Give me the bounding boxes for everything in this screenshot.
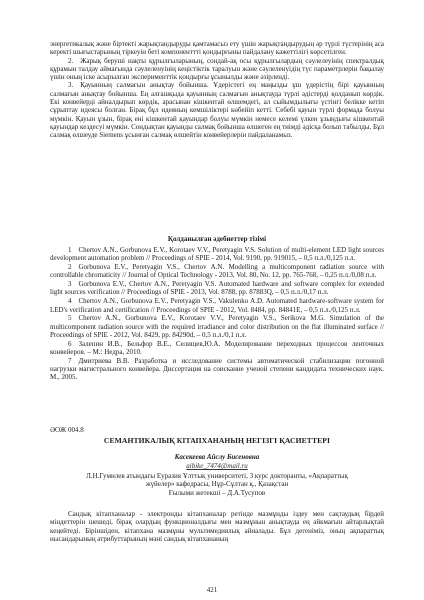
reference-item: 7 Дмитриева В.В. Разработка и исследование системы автоматической стабилизации погонной нагрузки магистрального конвейера. Диссертация на соискание ученой степени кандидата технических наук. М., 2005. [50,356,384,382]
reference-item: 6 Залепин И.В., Бельфор В.Е., Селищев,Ю.А. Моделирование переходных процессов ленточных конвейеров. – М.: Недра, 2010. [50,339,384,357]
paragraph: Сандық кітапханалар - электронды кітапханалар ретінде мазмұнды іздеу мен сақтаудың бірдей міндеттерін шешеді, бірақ олардың функционалдығы мен мазмұнын анықтауда ең әйкмағын айтарлықтай кеңейтеді. Біріншіден, кітапхана мазмұны мультимедиялық айналады. Бұл дегеніміз, оның ақпараттық нысандарының атрибуттарының мәні сандық кітапхананың [50,510,384,543]
paragraph: энергетикалық және біртекті жарықтандыруды қамтамасыз ету үшін жарықтандырудың әр түрлі түстерінің аса керекті шығыстарының тіркеуін беті компоненттті қондырғыны пайдалану кажеттілігі көрсетілген. [50,40,384,57]
paragraph: 3. Қауынның салмағын анықтау бойынша. Ұдерістегі ең маңызды ұш үдерістің бірі қауынның салмағын анықтау бойынша. Ең алғашқыда қауынның салмағын анықтауда түрлі әдістерді қолданып көрдік. Екі конвейерді айналдырып көрдік, арасынан кішкентай өлшемдегі, ал сыйымдылығы үстінгі белікке кетіп сұрыптау идеясы болған. Бірақ бұл идеяның кемшіліктері көбейіп кетті. Себебі қауын түрлі формада болуы мүмкін. Қауын ұзын, бірақ ені кішкентай қауындар болуы мүмкін немесе келемі үлкен ұзындығы кішкентай қауындар кездесуі мүмкін. Сондықтан қауынды салмақ бойынша өлшеген ең тиімді әдісқа болып табылды. Бұл салмақ өлшеуде Siemens ұсынған салмақ өлшейтін конвейерлерін пайдаланамыз. [50,81,384,140]
reference-item: 2 Gorbunova E.V., Peretyagin V.S., Chertov A.N. Modelling a multicomponent radiation source with controllable chromaticity // Journal of Optical Technology - 2013, Vol. 80, No. 12, pp. 765-768, – 0,25 п.л./0,08 п.л. [50,263,384,280]
article-title: СЕМАНТИКАЛЫҚ КІТАПХАНАНЫҢ НЕГІЗГІ ҚАСИЕТТЕРІ [103,436,331,445]
body-section [50,510,384,543]
references-heading: Қолданылған әдебиеттер тізімі [167,235,267,243]
references-list [50,246,384,382]
reference-item: 5 Chertov A.N., Gorbunova E.V., Korotaev V.V., Peretyagin V.S., Serikova M.G. Simulation of the multicomponent radiation source with the required irradiance and color distribution on the flat illuminated surface // Proceedings of SPIE - 2012, Vol. 8429, pp. 84290d, – 0,5 п.л./0,1 п.л. [50,314,384,339]
reference-item: 3 Gorbunova E.V., Chertov A.N., Peretyagin V.S. Automated hardware and software complex for extended light sources verification // Proceedings of SPIE - 2013, Vol. 8788, pp. 87883Q, – 0,5 п.л./0,17 п.л. [50,280,384,297]
affiliation-line: жүйелер» кафедрасы, Нұр-Сұлтан қ., Қазақстан [145,480,289,489]
supervisor-line: Ғылыми жетекші – Д.А.Тусупов [168,488,266,497]
page-number: 421 [206,586,218,594]
author-email[interactable]: aibike_7474@mail.ru [186,462,248,470]
affiliation-line: Л.Н.Гумилев атындағы Еуразия Ұлттық университеті, 3 курс докторанты, «Ақпараттық [86,472,348,480]
affiliation [50,472,384,497]
author-name: Касекеева Айслу Бисеновна [174,453,260,461]
reference-item: 4 Chertov A.N., Gorbunova E.V., Peretyagin V.S., Vakulenko A.D. Automated hardware-software system for LED's verification and certification // Proceedings of SPIE - 2012, Vol. 8484, pp. 84841E, – 0,5 п.л./0,125 п.л. [50,297,384,314]
top-paragraphs [50,40,384,140]
reference-item: 1 Chertov A.N., Gorbunova E.V., Korotaev V.V., Peretyagin V.S. Solution of multi-element LED light sources development automation problem // Proceedings of SPIE - 2014, Vol. 9190, pp. 919015, – 0,5 п.л./0,125 п.л. [50,246,384,263]
udc-code: ӘОЖ 004.8 [50,426,84,434]
paragraph: 2. Жарық беруші нақты құрылғыларының, сондай-ақ осы құрылғылардың сәулелеуінің спектралдық құрамын талдау аймағында сәулеленуінің кеңістіктік таралуын және сәулеленуідің түс параметрлерін бақылау үшін оның іске асырылған эксперименттік қондырғы ұсынылды және әзірленді. [50,56,384,82]
